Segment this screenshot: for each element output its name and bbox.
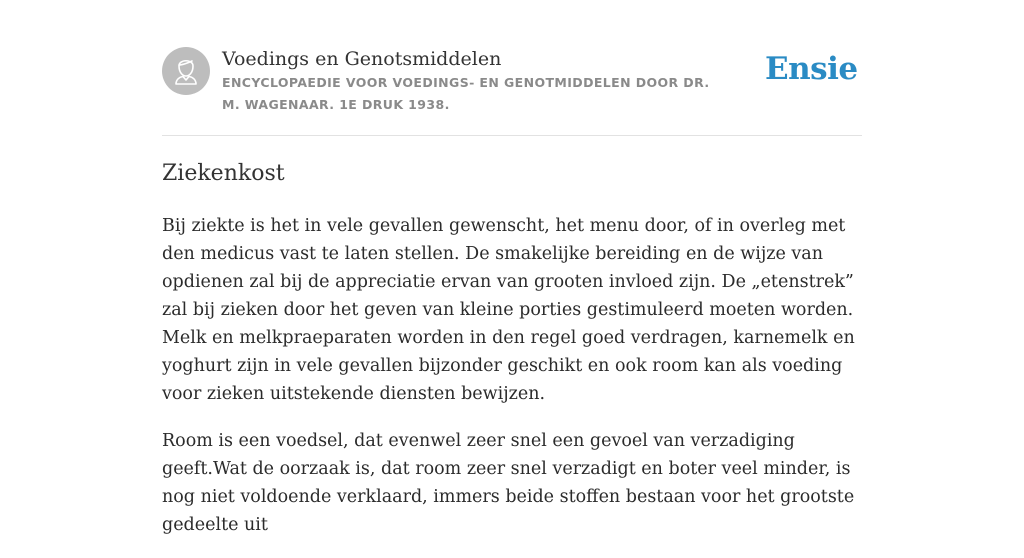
source-title[interactable]: Voedings en Genotsmiddelen bbox=[222, 48, 502, 70]
article-paragraph: Bij ziekte is het in vele gevallen gewenscht, het menu door, of in overleg met den medicus vast te laten stellen. De smakelijke bereiding en de wijze van opdienen zal bij de appreciatie ervan van grooten invloed zijn. De „etenstrek” zal bij zieken door het geven van kleine porties gestimuleerd moeten worden. Melk en melkpraeparaten worden in den regel goed verdragen, karnemelk en yoghurt zijn in vele gevallen bijzonder geschikt en ook room kan als voeding voor zieken uitstekende diensten bewijzen. bbox=[162, 216, 855, 404]
article-body bbox=[162, 212, 868, 558]
article-title: Ziekenkost bbox=[162, 161, 285, 186]
header-divider bbox=[162, 135, 862, 136]
user-avatar-icon[interactable] bbox=[162, 47, 210, 95]
source-header bbox=[162, 47, 862, 135]
source-subtitle: ENCYCLOPAEDIE VOOR VOEDINGS- EN GENOTMIDDELEN DOOR DR. M. WAGENAAR. 1E DRUK 1938. bbox=[222, 75, 710, 112]
brand-logo[interactable]: Ensie bbox=[765, 51, 858, 87]
article-paragraph: Room is een voedsel, dat evenwel zeer snel een gevoel van verzadiging geeft.Wat de oorzaak is, dat room zeer snel verzadigt en boter veel minder, is nog niet voldoende verklaard, immers beide stoffen bestaan voor het grootste gedeelte uit bbox=[162, 431, 855, 535]
